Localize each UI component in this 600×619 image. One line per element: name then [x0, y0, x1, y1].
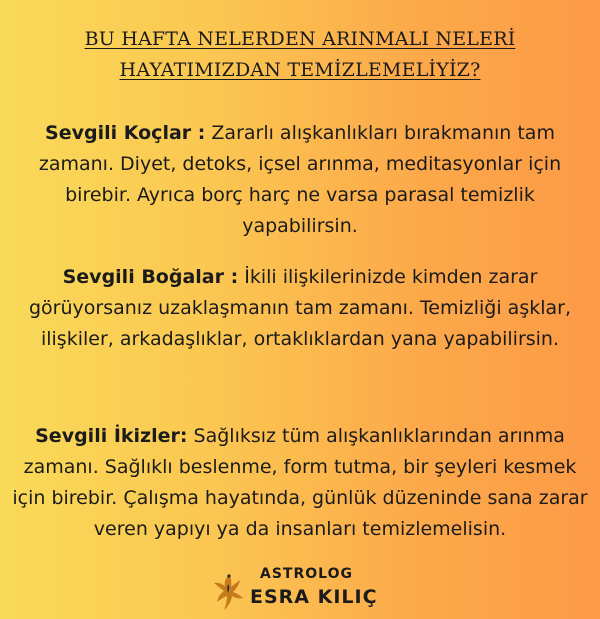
logo-name: ESRA KILIÇ — [250, 586, 378, 608]
section-bogalar — [6, 262, 594, 355]
section-heading: Sevgili Koçlar : — [45, 122, 206, 144]
section-body: Zararlı alışkanlıkları bırakmanın tam zamanı. Diyet, detoks, içsel arınma, meditasyonlar için birebir. Ayrıca borç harç ne varsa parasal temizlik yapabilirsin. — [38, 122, 562, 237]
phoenix-bird-icon — [212, 570, 246, 612]
title-line-2: HAYATIMIZDAN TEMİZLEMELİYİZ? — [119, 59, 481, 81]
section-body: Sağlıksız tüm alışkanlıklarından arınma zamanı. Sağlıklı beslenme, form tutma, bir şeyleri kesmek için birebir. Çalışma hayatında, günlük düzeninde sana zarar veren yapıyı ya da insanları temizlemelisin. — [12, 425, 588, 540]
astrolog-logo — [200, 566, 400, 616]
section-heading: Sevgili Boğalar : — [62, 266, 239, 288]
section-body: İkili ilişkilerinizde kimden zarar görüyorsanız uzaklaşmanın tam zamanı. Temizliği aşklar, ilişkiler, arkadaşlıklar, ortaklıklardan yana yapabilirsin. — [28, 266, 572, 350]
section-heading: Sevgili İkizler: — [35, 425, 188, 447]
section-ikizler — [6, 421, 594, 545]
section-koclar — [6, 118, 594, 242]
logo-top-text: ASTROLOG — [260, 566, 353, 582]
page-title — [0, 24, 600, 86]
title-line-1: BU HAFTA NELERDEN ARINMALI NELERİ — [84, 28, 516, 50]
